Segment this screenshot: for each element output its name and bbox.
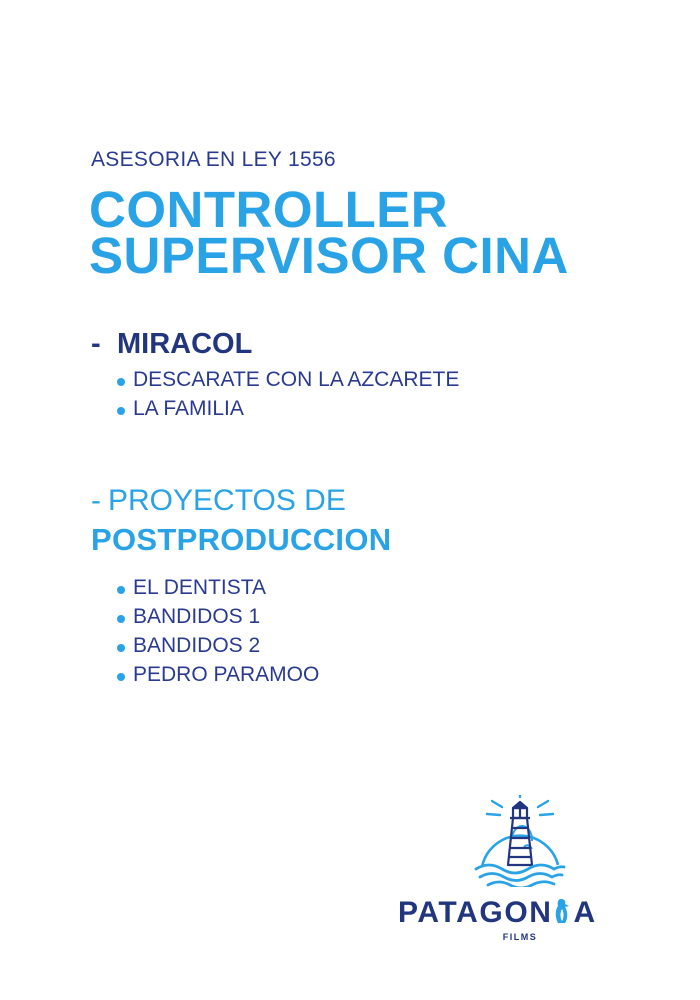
- section-heading-miracol: [91, 328, 252, 361]
- brand-right: A: [573, 896, 597, 929]
- lighthouse-icon: [472, 795, 568, 887]
- heading-text: PROYECTOS DE: [108, 484, 346, 517]
- bullet-dot: [117, 378, 125, 386]
- title-line-1: CONTROLLER: [89, 181, 449, 238]
- patagonia-films-logo: [398, 795, 642, 945]
- list-item-text: EL DENTISTA: [133, 576, 267, 599]
- miracol-list: [116, 368, 459, 426]
- brand-name: [398, 896, 642, 930]
- bullet-dot: [117, 673, 125, 681]
- title-line-2: SUPERVISOR CINA: [89, 227, 569, 284]
- brand-subtitle: FILMS: [502, 932, 538, 942]
- bullet-dot: [117, 615, 125, 623]
- section-heading-proyectos: [91, 484, 346, 518]
- bullet-dot: [117, 407, 125, 415]
- list-item: [116, 663, 319, 692]
- list-item: [116, 576, 319, 605]
- bullet-dot: [117, 644, 125, 652]
- list-item: [116, 368, 459, 397]
- heading-text: MIRACOL: [117, 328, 253, 360]
- list-item-text: BANDIDOS 1: [133, 605, 261, 628]
- list-item-text: BANDIDOS 2: [133, 634, 261, 657]
- page-title: [89, 181, 569, 284]
- list-item-text: PEDRO PARAMOO: [133, 663, 320, 686]
- postproduccion-list: [116, 576, 319, 692]
- list-item-text: DESCARATE CON LA AZCARETE: [133, 368, 460, 391]
- subtitle: ASESORIA EN LEY 1556: [91, 148, 336, 171]
- list-item-text: LA FAMILIA: [133, 397, 244, 420]
- bullet-dot: [117, 586, 125, 594]
- list-item: [116, 634, 319, 663]
- brand-left: PATAGON: [398, 896, 553, 929]
- list-item: [116, 605, 319, 634]
- section-heading-postproduccion: POSTPRODUCCION: [91, 522, 392, 557]
- list-item: [116, 397, 459, 426]
- heading-dash: -: [91, 328, 101, 360]
- heading-dash: -: [91, 484, 101, 517]
- penguin-icon: [553, 897, 572, 925]
